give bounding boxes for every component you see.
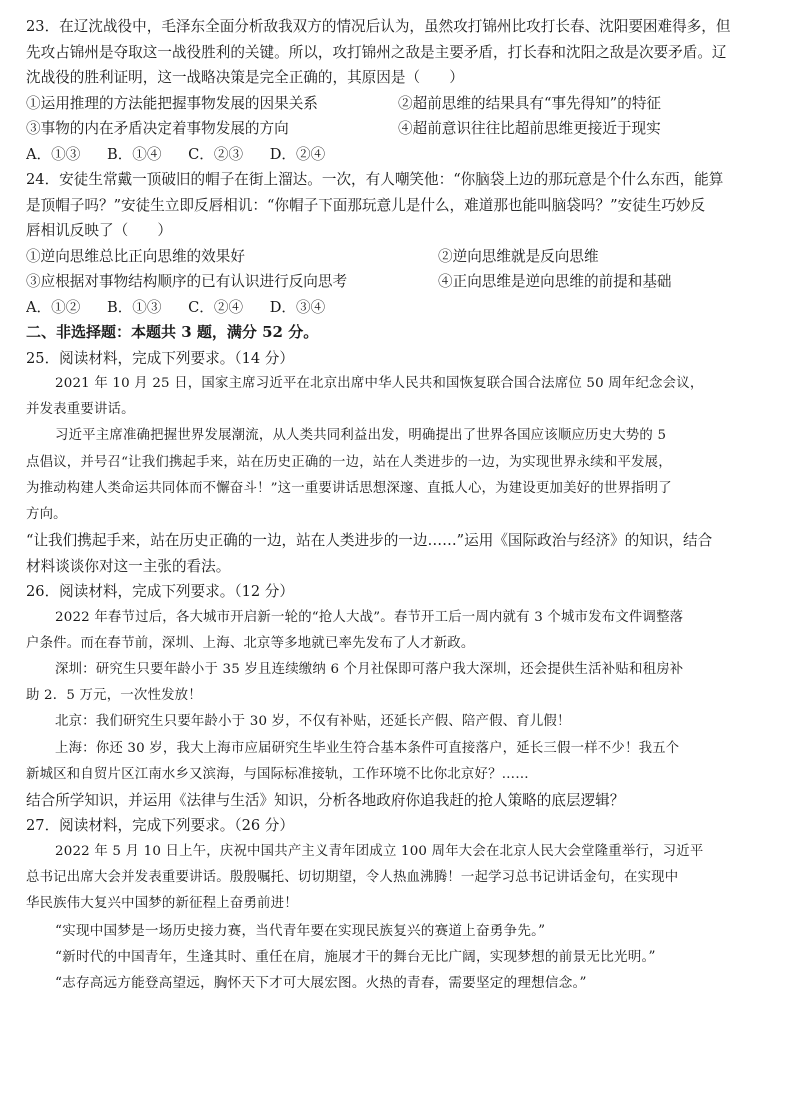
material-line: 2021 年 10 月 25 日，国家主席习近平在北京出席中华人民共和国恢复联合国合法席位 50 周年纪念会议，: [55, 376, 704, 391]
question-prompt-line: 材料谈谈你对这一主张的看法。: [26, 557, 231, 575]
statement-row: [26, 269, 782, 295]
answer-choices: [26, 142, 782, 168]
quote-line: “志存高远方能登高望远，胸怀天下才可大展宏图。火热的青春，需要坚定的理想信念。”: [55, 974, 587, 991]
material-line: 习近平主席准确把握世界发展潮流，从人类共同利益出发，明确提出了世界各国应该顺应历史大势的 5: [55, 428, 667, 444]
question-heading: 26．阅读材料，完成下列要求。（12 分）: [26, 583, 294, 601]
material-line: 户条件。而在春节前，深圳、上海、北京等多地就已率先发布了人才新政。: [26, 635, 475, 651]
statement-1: ①运用推理的方法能把握事物发展的因果关系: [26, 94, 318, 112]
question-stem-line: 唇相讥反映了（ ）: [26, 222, 172, 239]
material-line: 华民族伟大复兴中国梦的新征程上奋勇前进！: [26, 896, 298, 912]
question-stem-line: 23．在辽沈战役中，毛泽东全面分析敌我双方的情况后认为，虽然攻打锦州比攻打长春、沈阳要困难得多，但: [26, 18, 731, 35]
choice-a: A．①②: [26, 298, 81, 316]
quote-line: “实现中国梦是一场历史接力赛，当代青年要在实现民族复兴的赛道上奋勇争先。”: [55, 922, 546, 939]
statement-2: ②逆向思维就是反向思维: [438, 247, 599, 265]
question-heading: 27．阅读材料，完成下列要求。（26 分）: [26, 817, 294, 835]
statement-3: ③应根据对事物结构顺序的已有认识进行反向思考: [26, 273, 348, 290]
question-25: [26, 346, 782, 580]
material-line: 2022 年春节过后，各大城市开启新一轮的“抢人大战”。春节开工后一周内就有 3 个城市发布文件调整落: [55, 609, 684, 625]
choice-a: A．①③: [26, 145, 81, 163]
statement-1: ①逆向思维总比正向思维的效果好: [26, 247, 245, 265]
statement-4: ④超前意识往往比超前思维更接近于现实: [398, 120, 661, 137]
statement-row: [26, 244, 782, 270]
material-line: 新城区和自贸片区江南水乡又滨海，与国际标准接轨，工作环境不比你北京好？……: [26, 766, 529, 782]
choice-d: D．②④: [269, 145, 326, 163]
material-line: 并发表重要讲话。: [26, 402, 135, 418]
choice-d: D．③④: [269, 298, 326, 316]
statement-2: ②超前思维的结果具有“事先得知”的特征: [398, 94, 662, 112]
choice-c: C．②④: [188, 298, 244, 316]
material-line: 总书记出席大会并发表重要讲话。殷殷嘱托、切切期望，令人热血沸腾！一起学习总书记讲话金句，在实现中: [26, 870, 679, 886]
material-line: 方向。: [26, 506, 67, 522]
choice-b: B．①③: [106, 298, 162, 316]
section-heading: 二、非选择题：本题共 3 题，满分 52 分。: [26, 323, 319, 341]
material-line: 深圳：研究生只要年龄小于 35 岁且连续缴纳 6 个月社保即可落户我大深圳，还会提供生活补贴和租房补: [55, 662, 684, 677]
question-heading: 25．阅读材料，完成下列要求。（14 分）: [26, 349, 294, 367]
question-stem-line: 24．安徒生常戴一顶破旧的帽子在街上溜达。一次，有人嘲笑他：“你脑袋上边的那玩意是个什么东西，能算: [26, 171, 724, 188]
question-24: [26, 167, 782, 320]
question-23: [26, 14, 782, 167]
statement-row: [26, 91, 782, 117]
question-stem-line: 先攻占锦州是夺取这一战役胜利的关键。所以，攻打锦州之敌是主要矛盾，打长春和沈阳之敌是次要矛盾。辽: [26, 43, 727, 61]
quote-line: “新时代的中国青年，生逢其时、重任在肩，施展才干的舞台无比广阔，实现梦想的前景无比光明。”: [55, 948, 656, 965]
statement-3: ③事物的内在矛盾决定着事物发展的方向: [26, 120, 289, 137]
question-26: [26, 579, 782, 813]
choice-c: C．②③: [188, 145, 244, 163]
question-prompt-line: 结合所学知识，并运用《法律与生活》知识，分析各地政府你追我赶的抢人策略的底层逻辑？: [26, 791, 625, 809]
question-27: [26, 813, 782, 996]
material-line: 助 2．5 万元，一次性发放！: [26, 688, 202, 704]
question-stem-line: 是顶帽子吗？”安徒生立即反唇相讥：“你帽子下面那玩意儿是什么，难道那也能叫脑袋吗？”安徒生巧妙反: [26, 196, 706, 214]
material-line: 点倡议，并号召“让我们携起手来，站在历史正确的一边，站在人类进步的一边，为实现世界永续和平发展，: [26, 454, 672, 470]
statement-row: [26, 116, 782, 142]
material-line: 2022 年 5 月 10 日上午，庆祝中国共产主义青年团成立 100 周年大会在北京人民大会堂隆重举行，习近平: [55, 843, 704, 859]
statement-4: ④正向思维是逆向思维的前提和基础: [438, 273, 672, 290]
material-line: 上海：你还 30 岁，我大上海市应届研究生毕业生符合基本条件可直接落户，延长三假一样不少！我五个: [55, 740, 680, 756]
question-prompt-line: “让我们携起手来，站在历史正确的一边，站在人类进步的一边……”运用《国际政治与经济》的知识，结合: [26, 532, 713, 550]
choice-b: B．①④: [106, 145, 162, 163]
question-stem-line: 沈战役的胜利证明，这一战略决策是完全正确的，其原因是（ ）: [26, 69, 464, 86]
material-line: 北京：我们研究生只要年龄小于 30 岁，不仅有补贴，还延长产假、陪产假、育儿假！: [55, 714, 571, 730]
material-line: 为推动构建人类命运共同体而不懈奋斗！”这一重要讲话思想深邃、直抵人心，为建设更加美好的世界指明了: [26, 480, 672, 496]
exam-page: [26, 14, 782, 996]
answer-choices: [26, 295, 782, 321]
